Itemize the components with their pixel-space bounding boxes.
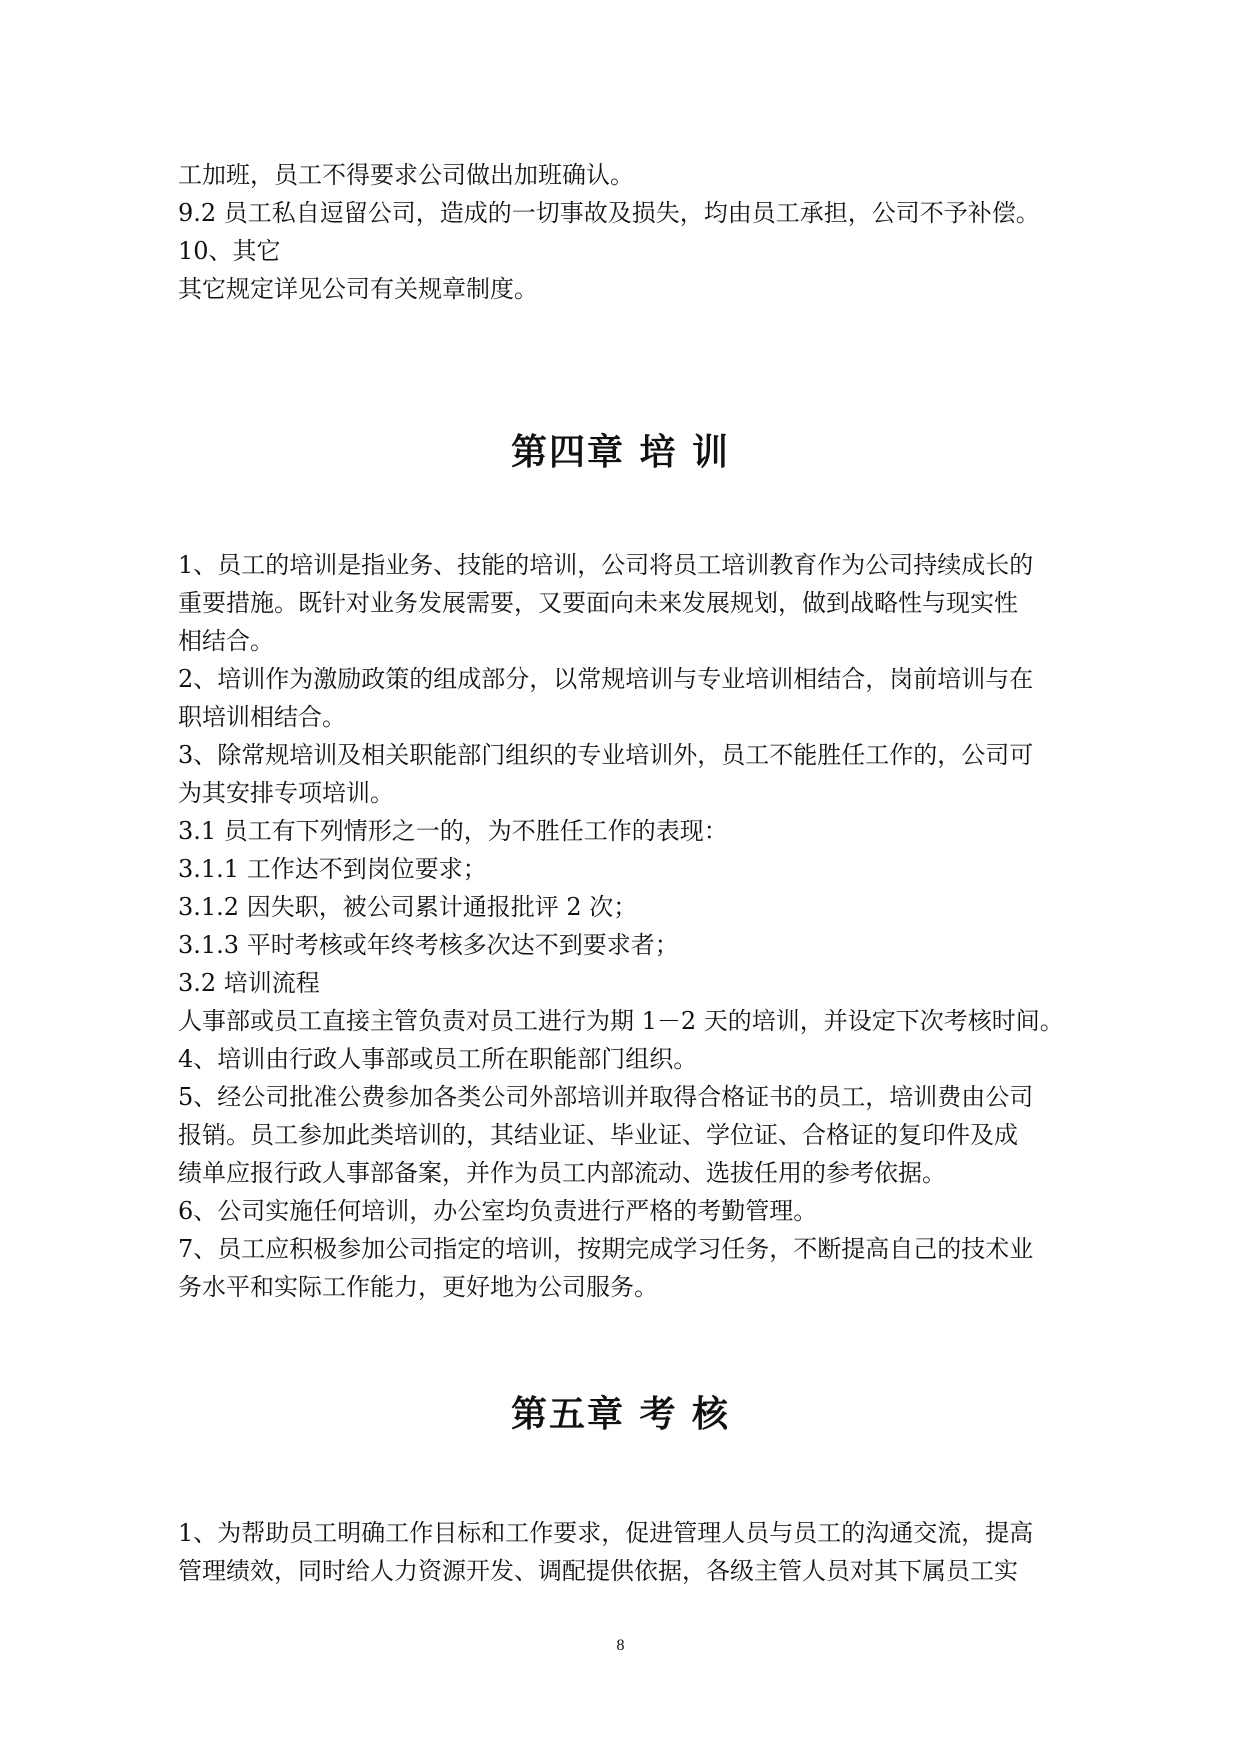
chapter-5-body: [178, 1514, 1070, 1590]
paragraph-line: 2、培训作为激励政策的组成部分，以常规培训与专业培训相结合，岗前培训与在: [178, 665, 1034, 693]
paragraph-line: 9.2 员工私自逗留公司，造成的一切事故及损失，均由员工承担，公司不予补偿。: [178, 199, 1040, 227]
chapter-4-body: [178, 546, 1070, 1306]
paragraph-line: 1、员工的培训是指业务、技能的培训，公司将员工培训教育作为公司持续成长的: [178, 551, 1034, 579]
continuation-text: [178, 156, 1070, 308]
paragraph-line: 3.1.2 因失职，被公司累计通报批评 2 次；: [178, 893, 638, 921]
page-number: 8: [616, 1637, 625, 1654]
paragraph-line: 报销。员工参加此类培训的，其结业证、毕业证、学位证、合格证的复印件及成: [178, 1121, 1018, 1149]
paragraph-line: 3、除常规培训及相关职能部门组织的专业培训外，员工不能胜任工作的，公司可: [178, 741, 1034, 769]
chapter-4-title: 第四章 培 训: [510, 432, 731, 473]
paragraph-line: 3.1.1 工作达不到岗位要求；: [178, 855, 487, 883]
paragraph-line: 其它规定详见公司有关规章制度。: [178, 275, 538, 303]
paragraph-line: 管理绩效，同时给人力资源开发、调配提供依据，各级主管人员对其下属员工实: [178, 1557, 1018, 1585]
paragraph-line: 10、其它: [178, 237, 281, 265]
paragraph-line: 4、培训由行政人事部或员工所在职能部门组织。: [178, 1045, 698, 1073]
paragraph-line: 工加班，员工不得要求公司做出加班确认。: [178, 161, 634, 189]
paragraph-line: 1、为帮助员工明确工作目标和工作要求，促进管理人员与员工的沟通交流，提高: [178, 1519, 1034, 1547]
paragraph-line: 相结合。: [178, 627, 274, 655]
paragraph-line: 务水平和实际工作能力，更好地为公司服务。: [178, 1273, 658, 1301]
paragraph-line: 3.2 培训流程: [178, 969, 320, 997]
chapter-5-title: 第五章 考 核: [510, 1394, 731, 1435]
paragraph-line: 6、公司实施任何培训，办公室均负责进行严格的考勤管理。: [178, 1197, 818, 1225]
paragraph-line: 3.1 员工有下列情形之一的，为不胜任工作的表现：: [178, 817, 728, 845]
paragraph-line: 职培训相结合。: [178, 703, 346, 731]
paragraph-line: 重要措施。既针对业务发展需要，又要面向未来发展规划，做到战略性与现实性: [178, 589, 1018, 617]
paragraph-line: 人事部或员工直接主管负责对员工进行为期 1－2 天的培训，并设定下次考核时间。: [178, 1007, 1064, 1035]
paragraph-line: 7、员工应积极参加公司指定的培训，按期完成学习任务，不断提高自己的技术业: [178, 1235, 1034, 1263]
paragraph-line: 3.1.3 平时考核或年终考核多次达不到要求者；: [178, 931, 679, 959]
paragraph-line: 绩单应报行政人事部备案，并作为员工内部流动、选拔任用的参考依据。: [178, 1159, 946, 1187]
paragraph-line: 5、经公司批准公费参加各类公司外部培训并取得合格证书的员工，培训费由公司: [178, 1083, 1034, 1111]
paragraph-line: 为其安排专项培训。: [178, 779, 394, 807]
